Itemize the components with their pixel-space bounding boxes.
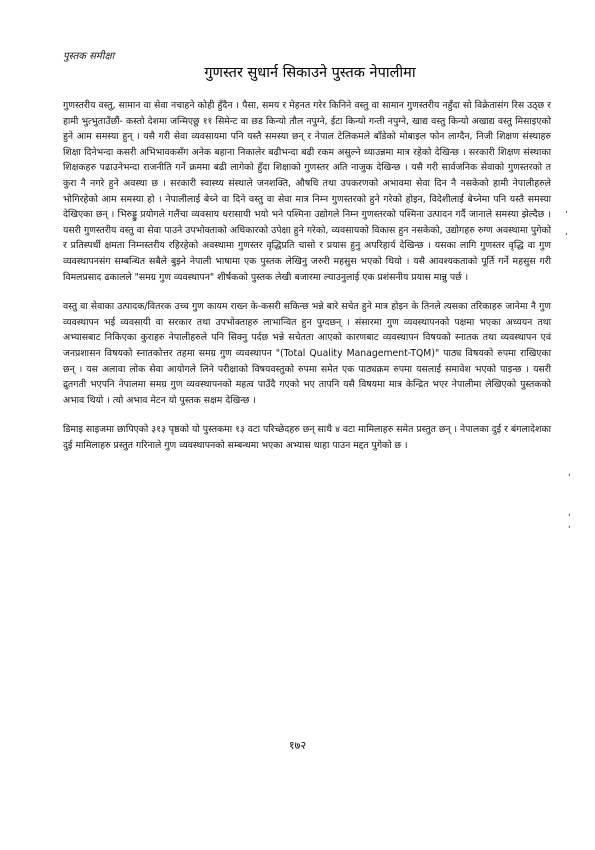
- page-title: गुणस्तर सुधार्न सिकाउने पुस्तक नेपालीमा: [204, 65, 416, 81]
- margin-mark: ,: [568, 520, 571, 530]
- paragraph-2: वस्तु वा सेवाका उत्पादक/वितरक उच्च गुण कायम राख्न के-कसरी सकिन्छ भन्ने बारे सचेत हुने मात्र होइन के तिनले त्यसका तरिकाहरु जानेमा नै गुण व्यवस्थापन भई व्यवसायी वा सरकार तथा उपभोक्ताहरु लाभान्वित हुन पुग्दछन् । संसारमा गुण व्यवस्थापनको पक्षमा भएका अध्ययन तथा अभ्यासबाट निकिएका कुराहरु नेपालीहरुले पनि सिक्नु पर्दछ भन्ने सचेतता आएको कारणबाट व्यवस्थापन विषयको स्नातक तथा व्यवस्थापन एवं जनप्रशासन विषयको स्नातकोत्तर तहमा समग्र गुण व्यवस्थापन "(Total Quality Management-TQM)" पाठ्य विषयको रुपमा राखिएका छन् । यस अलावा लोक सेवा आयोगले लिने परीक्षाको विषयवस्तुको रुपमा समेत एक पाठ्यक्रम रुपमा यसलाई समावेश भएको पाइन्छ । यसरी द्रुतगती भएपनि नेपालमा समग्र गुण व्यवस्थापनको महत्व पाउँदै गएको भए तापनि यसै विषयमा मात्र केन्द्रित भएर नेपालीमा लेखिएको पुस्तकको अभाव थियो । त्यो अभाव मेटन यो पुस्तक सक्षम देखिन्छ ।: [63, 301, 551, 406]
- page-number: १७२: [288, 739, 307, 752]
- paragraph-3: डिमाइ साइजमा छापिएको ३१३ पृष्ठको यो पुस्तकमा १३ वटा परिच्छेदहरु छन् साथै ४ वटा मामिलाहरु समेत प्रस्तुत छन् । नेपालका दुई र बंगलादेशका दुई मामिलाहरु प्रस्तुत गरिनाले गुण व्यवस्थापनको सम्बन्धमा भएका अभ्यास थाहा पाउन मद्दत पुगेको छ ।: [63, 424, 551, 451]
- review-body: [63, 98, 551, 467]
- section-label: पुस्तक समीक्षा: [63, 51, 115, 62]
- margin-mark: ,: [565, 227, 568, 237]
- margin-mark: ,: [568, 508, 571, 518]
- paragraph-1: गुणस्तरीय वस्तु, सामान वा सेवा नचाहने कोही हुँदैन । पैसा, समय र मेहनत गरेर किनिने वस्तु वा सामान गुणस्तरीय नहुँदा सो विक्रेतासंग रिस उठ्छ र हामी भुत्भुताउँछौं- कस्तो देशमा जन्मिएछु ११ सिमेन्ट वा छड किन्यो तौल नपुग्ने, ईटा किन्यो गन्ती नपुग्ने, खाद्य वस्तु किन्यो अखाद्य वस्तु मिसाइएको हुने आम समस्या हुन् । यसै गरी सेवा व्यवसायमा पनि यस्तै समस्या छन् र नेपाल टेलिकमले बाँडेको मोबाइल फोन लाग्दैन, निजी शिक्षण संस्थाहरु शिक्षा दिनेभन्दा कसरी अभिभावकसँग अनेक बहाना निकालेर बढीभन्दा बढी रकम असुल्ने ध्याउन्नमा मात्र रहेको देखिन्छ । सरकारी शिक्षण संस्थाका शिक्षकहरु पढाउनेभन्दा राजनीति गर्ने क्रममा बढी लागेको हुँदा शिक्षाको गुणस्तर अति नाजुक देखिन्छ । यसै गरी सार्वजनिक सेवाको गुणस्तरको त कुरा नै नगरे हुने अवस्था छ । सरकारी स्वास्थ्य संस्थाले जनशक्ति, औषधि तथा उपकरणको अभावमा सेवा दिन नै नसकेको हामी नेपालीहरुले भोगिरहेको आम समस्या हो । नेपालीलाई बेच्ने वा दिने वस्तु वा सेवा मात्र निम्न गुणस्तरको हुने गरेको होइन, विदेशीलाई बेच्नेमा पनि यस्तै समस्या देखिएका छन् । भिरुड्डु प्रयोगले गलैंचा व्यवसाय धरासायी भयो भने पश्मिना उद्योगले निम्न गुणस्तरको पश्मिना उत्पादन गर्दै जानाले समस्या झेल्दैछ । यसरी गुणस्तरीय वस्तु वा सेवा पाउने उपभोक्ताको अधिकारको उपेक्षा हुने गरेको, व्यवसायको विकास हुन नसकेको, उद्योगहरु रुग्ण अवस्थामा पुगेको र प्रतिस्पर्धी क्षमता निम्नस्तरीय रहिरहेको अवस्थामा गुणस्तर वृद्धिप्रति चासो र प्रयास हुनु अपरिहार्य देखिन्छ । यसका लागि गुणस्तर वृद्धि वा गुण व्यवस्थापनसंग सम्बन्धित सबैले बुझ्ने नेपाली भाषामा एक पुस्तक लेखिनु जरुरी महसुस भएको थियो । यसै आवश्यकताको पूर्ति गर्ने महसुस गरी विमलप्रसाद ढकालले "समग्र गुण व्यवस्थापन" शीर्षकको पुस्तक लेखी बजारमा ल्याउनुलाई एक प्रशंसनीय प्रयास मान्नु पर्छ ।: [63, 100, 551, 283]
- margin-mark: ,: [565, 205, 568, 215]
- margin-mark: ,: [568, 468, 571, 478]
